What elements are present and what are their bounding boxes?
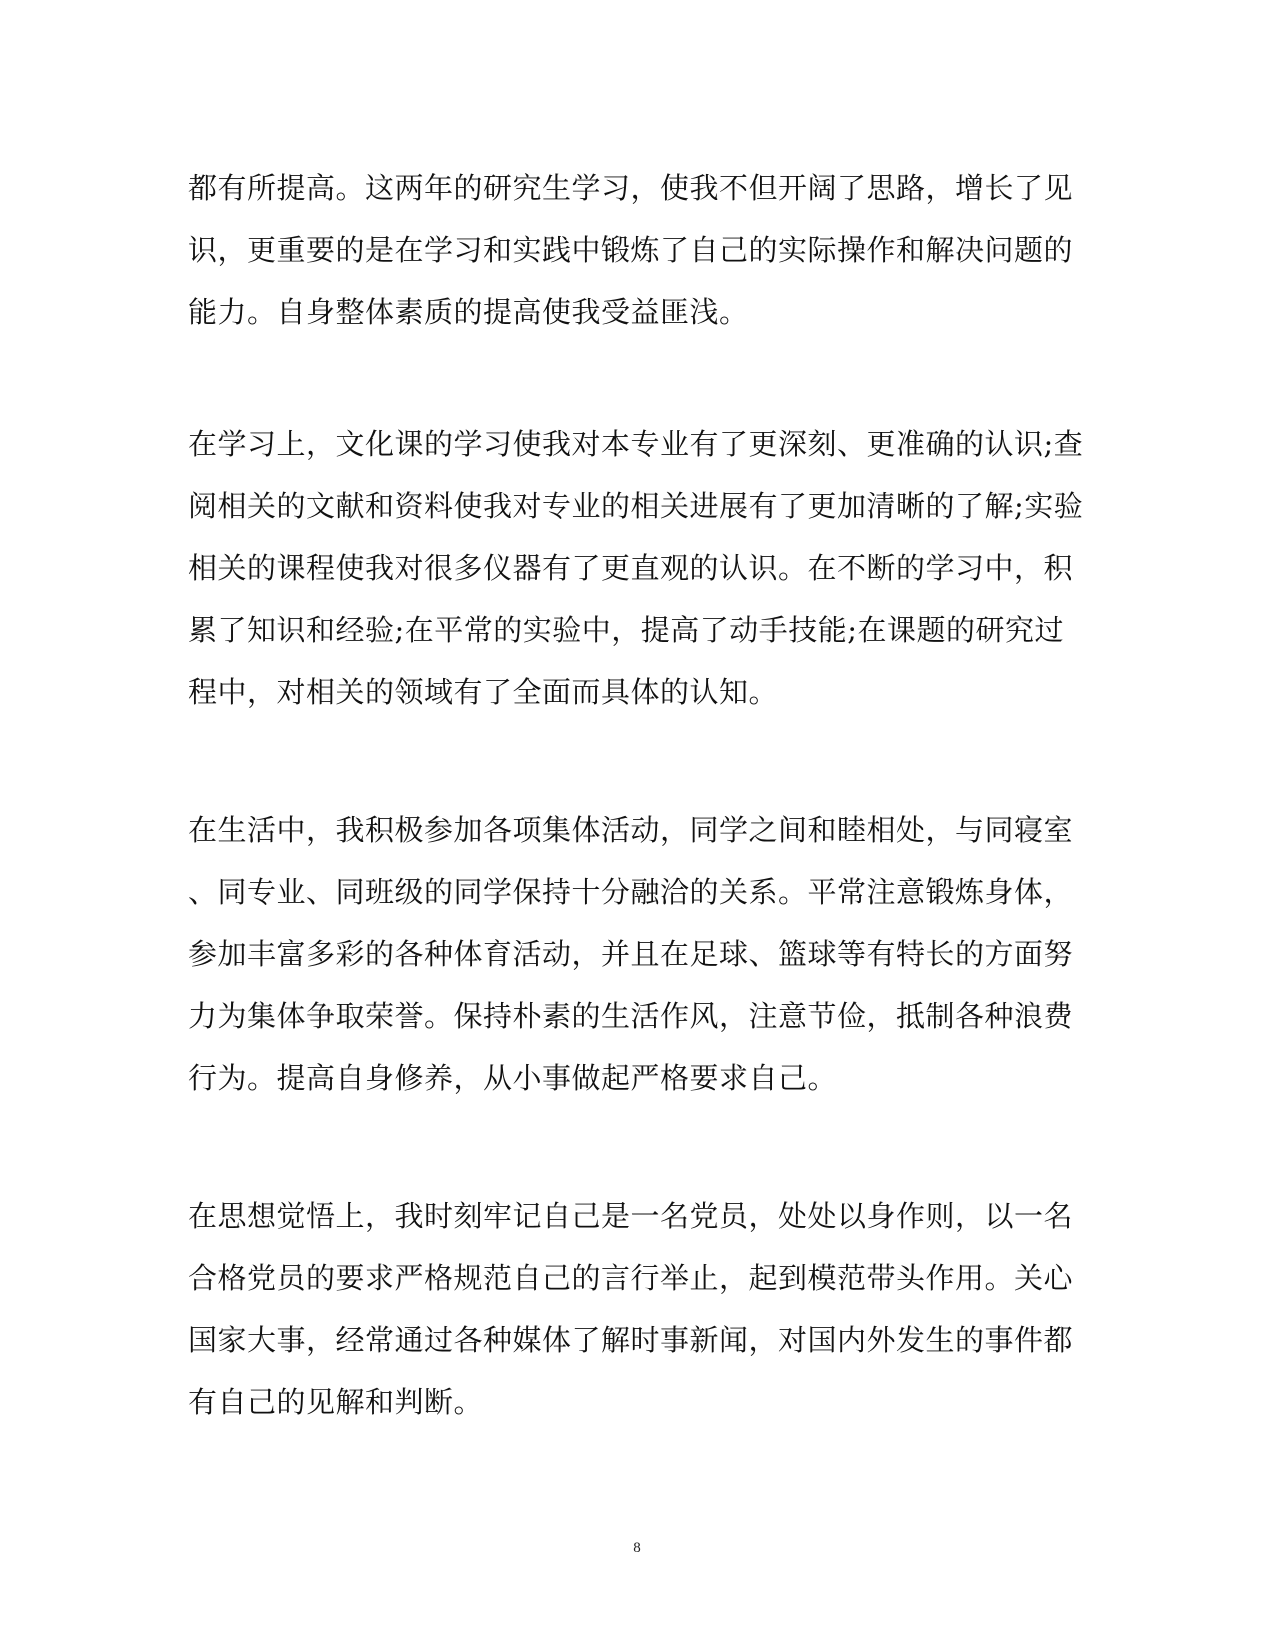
text-line: 识，更重要的是在学习和实践中锻炼了自己的实际操作和解决问题的 bbox=[188, 233, 1074, 267]
text-line: 都有所提高。这两年的研究生学习，使我不但开阔了思路，增长了见 bbox=[188, 171, 1074, 205]
text-line: 相关的课程使我对很多仪器有了更直观的认识。在不断的学习中，积 bbox=[188, 551, 1074, 585]
text-line: 程中，对相关的领域有了全面而具体的认知。 bbox=[188, 675, 779, 709]
text-line: 在学习上，文化课的学习使我对本专业有了更深刻、更准确的认识;查 bbox=[188, 427, 1084, 461]
text-line: 参加丰富多彩的各种体育活动，并且在足球、篮球等有特长的方面努 bbox=[188, 937, 1074, 971]
paragraph-ideology bbox=[188, 1185, 1074, 1433]
text-line: 在思想觉悟上，我时刻牢记自己是一名党员，处处以身作则，以一名 bbox=[188, 1199, 1074, 1233]
text-line: 行为。提高自身修养，从小事做起严格要求自己。 bbox=[188, 1061, 838, 1095]
text-line: 能力。自身整体素质的提高使我受益匪浅。 bbox=[188, 295, 749, 329]
page-number: 8 bbox=[633, 1540, 641, 1556]
text-line: 阅相关的文献和资料使我对专业的相关进展有了更加清晰的了解;实验 bbox=[188, 489, 1084, 523]
text-line: 力为集体争取荣誉。保持朴素的生活作风，注意节俭，抵制各种浪费 bbox=[188, 999, 1074, 1033]
paragraph-life bbox=[188, 799, 1074, 1109]
text-line: 有自己的见解和判断。 bbox=[188, 1385, 484, 1419]
text-line: 在生活中，我积极参加各项集体活动，同学之间和睦相处，与同寝室 bbox=[188, 813, 1074, 847]
text-line: 合格党员的要求严格规范自己的言行举止，起到模范带头作用。关心 bbox=[188, 1261, 1074, 1295]
text-line: 累了知识和经验;在平常的实验中，提高了动手技能;在课题的研究过 bbox=[188, 613, 1065, 647]
paragraph-learning bbox=[188, 413, 1084, 723]
paragraph-study-summary bbox=[188, 157, 1074, 343]
text-line: 、同专业、同班级的同学保持十分融洽的关系。平常注意锻炼身体， bbox=[188, 875, 1074, 909]
text-line: 国家大事，经常通过各种媒体了解时事新闻，对国内外发生的事件都 bbox=[188, 1323, 1074, 1357]
